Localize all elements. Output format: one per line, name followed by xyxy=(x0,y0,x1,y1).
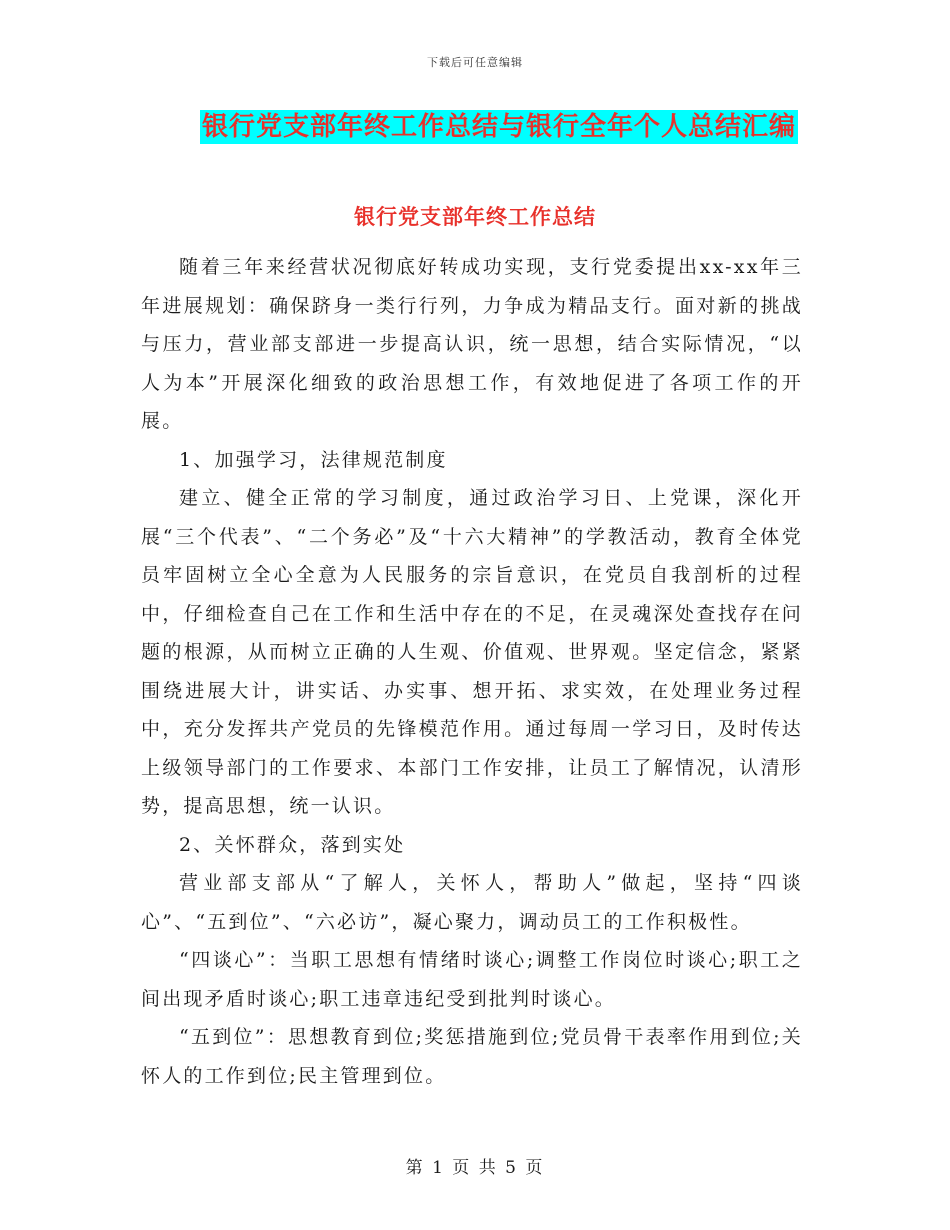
page-header-note: 下载后可任意编辑 xyxy=(427,56,523,69)
body-paragraph: 建立、健全正常的学习制度，通过政治学习日、上党课，深化开展“三个代表”、“二个务必”及“十六大精神”的学教活动，教育全体党员牢固树立全心全意为人民服务的宗旨意识，在党员自我剖析的过程中，仔细检查自己在工作和生活中存在的不足，在灵魂深处查找存在问题的根源，从而树立正确的人生观、价值观、世界观。坚定信念，紧紧围绕进展大计，讲实话、办实事、想开拓、求实效，在处理业务过程中，充分发挥共产党员的先锋模范作用。通过每周一学习日，及时传达上级领导部门的工作要求、本部门工作安排，让员工了解情况，认清形势，提高思想，统一认识。 xyxy=(141,487,803,817)
body-paragraph: 营业部支部从“了解人，关怀人，帮助人”做起，坚持“四谈心”、“五到位”、“六必访”，凝心聚力，调动员工的工作积极性。 xyxy=(141,872,803,933)
body-paragraph: “四谈心”：当职工思想有情绪时谈心;调整工作岗位时谈心;职工之间出现矛盾时谈心;职工违章违纪受到批判时谈心。 xyxy=(141,949,803,1010)
document-body xyxy=(141,248,803,1095)
section-heading: 2、关怀群众，落到实处 xyxy=(179,833,406,856)
document-main-title: 银行党支部年终工作总结与银行全年个人总结汇编 xyxy=(201,112,796,142)
section-heading: 1、加强学习，法律规范制度 xyxy=(179,448,448,471)
body-paragraph: “五到位”：思想教育到位;奖惩措施到位;党员骨干表率作用到位;关怀人的工作到位;民主管理到位。 xyxy=(141,1026,803,1087)
body-paragraph: 随着三年来经营状况彻底好转成功实现，支行党委提出xx-xx年三年进展规划：确保跻身一类行行列，力争成为精品支行。面对新的挑战与压力，营业部支部进一步提高认识，统一思想，结合实际情况，“以人为本”开展深化细致的政治思想工作，有效地促进了各项工作的开展。 xyxy=(141,256,803,432)
section-title: 银行党支部年终工作总结 xyxy=(354,205,596,229)
page-number-footer: 第 1 页 共 5 页 xyxy=(405,1158,545,1178)
main-title-container xyxy=(0,110,950,144)
